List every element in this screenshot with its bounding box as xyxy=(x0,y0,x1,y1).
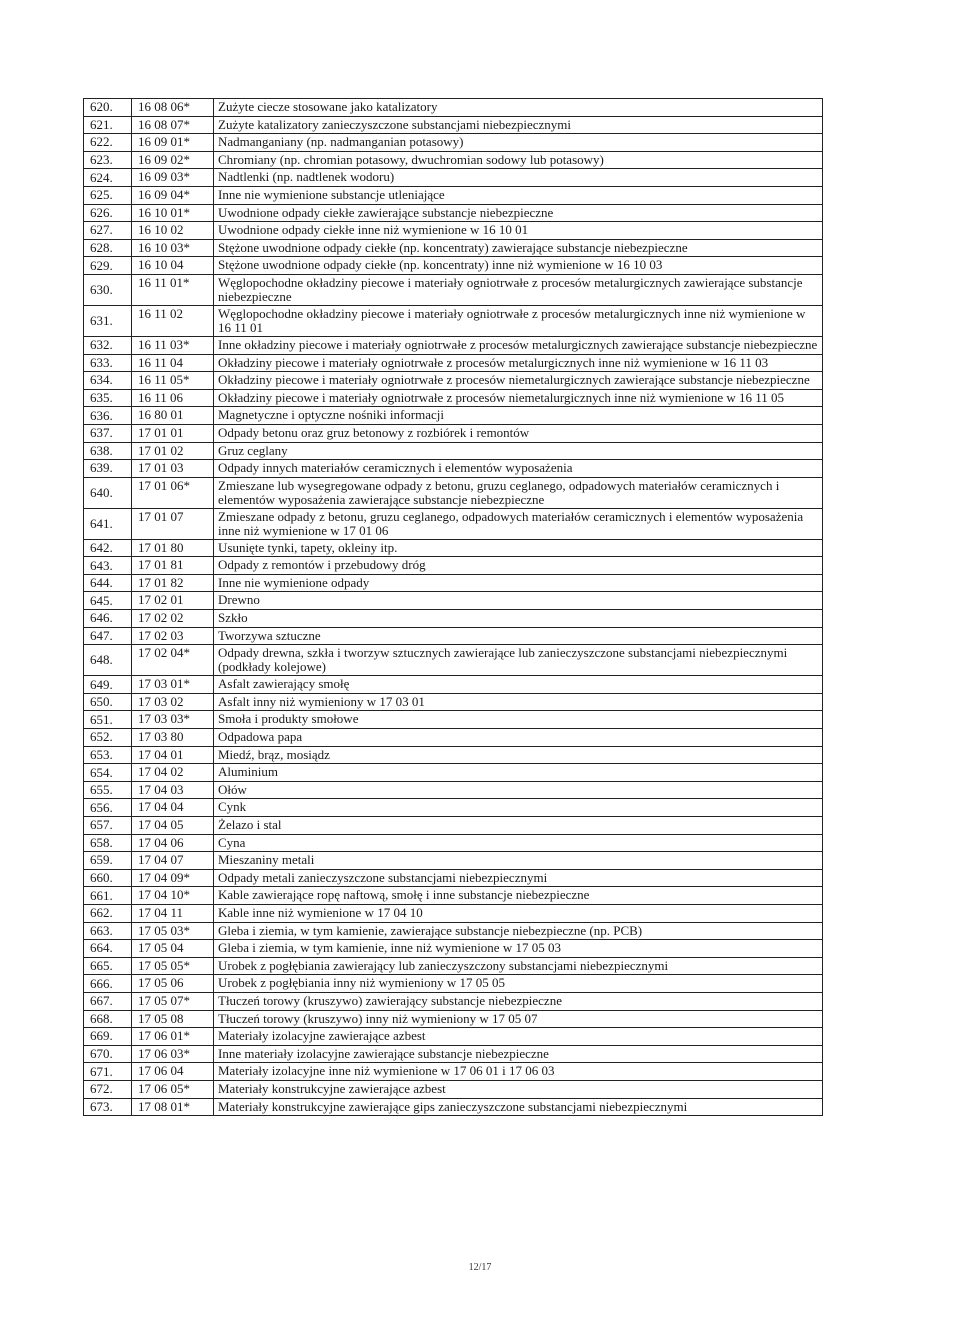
waste-description: Tłuczeń torowy (kruszywo) zawierający substancje niebezpieczne xyxy=(214,992,823,1010)
table-row xyxy=(84,610,823,628)
table-row xyxy=(84,992,823,1010)
row-number: 633. xyxy=(84,354,132,372)
table-row xyxy=(84,257,823,275)
table-row xyxy=(84,1098,823,1116)
row-number: 635. xyxy=(84,389,132,407)
waste-description: Miedź, brąz, mosiądz xyxy=(214,746,823,764)
waste-code: 16 10 04 xyxy=(132,257,214,275)
table-row xyxy=(84,274,823,305)
waste-description: Uwodnione odpady ciekłe zawierające substancje niebezpieczne xyxy=(214,204,823,222)
waste-code: 17 03 03* xyxy=(132,711,214,729)
table-row xyxy=(84,239,823,257)
row-number: 673. xyxy=(84,1098,132,1116)
waste-code: 17 05 08 xyxy=(132,1010,214,1028)
document-page xyxy=(83,98,823,1116)
waste-code: 17 01 02 xyxy=(132,442,214,460)
waste-description: Uwodnione odpady ciekłe inne niż wymienione w 16 10 01 xyxy=(214,222,823,240)
waste-description: Kable inne niż wymienione w 17 04 10 xyxy=(214,904,823,922)
waste-description: Urobek z pogłębiania inny niż wymieniony w 17 05 05 xyxy=(214,975,823,993)
waste-description: Gleba i ziemia, w tym kamienie, inne niż wymienione w 17 05 03 xyxy=(214,940,823,958)
waste-code: 17 02 04* xyxy=(132,645,214,676)
row-number: 646. xyxy=(84,610,132,628)
row-number: 653. xyxy=(84,746,132,764)
waste-description: Zużyte ciecze stosowane jako katalizatory xyxy=(214,99,823,117)
waste-description: Materiały izolacyjne zawierające azbest xyxy=(214,1028,823,1046)
waste-code: 17 05 06 xyxy=(132,975,214,993)
waste-code: 16 11 03* xyxy=(132,336,214,354)
table-row xyxy=(84,574,823,592)
waste-description: Odpady innych materiałów ceramicznych i elementów wyposażenia xyxy=(214,460,823,478)
waste-code: 16 09 01* xyxy=(132,134,214,152)
waste-description: Chromiany (np. chromian potasowy, dwuchromian sodowy lub potasowy) xyxy=(214,151,823,169)
waste-description: Okładziny piecowe i materiały ogniotrwałe z procesów niemetalurgicznych zawierające substancje niebezpieczne xyxy=(214,372,823,390)
row-number: 655. xyxy=(84,781,132,799)
table-row xyxy=(84,729,823,747)
row-number: 654. xyxy=(84,764,132,782)
waste-description: Drewno xyxy=(214,592,823,610)
waste-description: Gruz ceglany xyxy=(214,442,823,460)
row-number: 645. xyxy=(84,592,132,610)
waste-code: 17 04 11 xyxy=(132,904,214,922)
waste-description: Węglopochodne okładziny piecowe i materiały ogniotrwałe z procesów metalurgicznych zawierające substancje niebezpieczne xyxy=(214,274,823,305)
row-number: 637. xyxy=(84,424,132,442)
row-number: 625. xyxy=(84,186,132,204)
table-row xyxy=(84,852,823,870)
waste-description: Inne okładziny piecowe i materiały ogniotrwałe z procesów metalurgicznych zawierające substancje niebezpieczne xyxy=(214,336,823,354)
row-number: 661. xyxy=(84,887,132,905)
row-number: 662. xyxy=(84,904,132,922)
row-number: 634. xyxy=(84,372,132,390)
waste-description: Nadmanganiany (np. nadmanganian potasowy) xyxy=(214,134,823,152)
row-number: 628. xyxy=(84,239,132,257)
waste-description: Asfalt inny niż wymieniony w 17 03 01 xyxy=(214,693,823,711)
waste-code: 17 04 10* xyxy=(132,887,214,905)
waste-code: 16 11 04 xyxy=(132,354,214,372)
waste-catalog-table xyxy=(83,98,823,1116)
row-number: 656. xyxy=(84,799,132,817)
waste-code: 16 10 03* xyxy=(132,239,214,257)
row-number: 644. xyxy=(84,574,132,592)
waste-code: 17 03 80 xyxy=(132,729,214,747)
table-row xyxy=(84,645,823,676)
row-number: 651. xyxy=(84,711,132,729)
row-number: 650. xyxy=(84,693,132,711)
table-row xyxy=(84,764,823,782)
row-number: 640. xyxy=(84,477,132,508)
waste-code: 16 11 05* xyxy=(132,372,214,390)
table-row xyxy=(84,904,823,922)
waste-code: 16 09 02* xyxy=(132,151,214,169)
table-row xyxy=(84,305,823,336)
waste-description: Ołów xyxy=(214,781,823,799)
row-number: 666. xyxy=(84,975,132,993)
table-row xyxy=(84,557,823,575)
waste-code: 17 04 09* xyxy=(132,869,214,887)
table-row xyxy=(84,922,823,940)
row-number: 638. xyxy=(84,442,132,460)
waste-code: 17 03 01* xyxy=(132,676,214,694)
waste-description: Nadtlenki (np. nadtlenek wodoru) xyxy=(214,169,823,187)
waste-description: Usunięte tynki, tapety, okleiny itp. xyxy=(214,539,823,557)
waste-code: 17 04 03 xyxy=(132,781,214,799)
row-number: 621. xyxy=(84,116,132,134)
table-row xyxy=(84,834,823,852)
row-number: 639. xyxy=(84,460,132,478)
waste-code: 16 80 01 xyxy=(132,407,214,425)
row-number: 671. xyxy=(84,1063,132,1081)
table-row xyxy=(84,887,823,905)
row-number: 652. xyxy=(84,729,132,747)
waste-code: 16 11 06 xyxy=(132,389,214,407)
waste-code: 17 04 05 xyxy=(132,817,214,835)
table-row xyxy=(84,592,823,610)
row-number: 672. xyxy=(84,1080,132,1098)
row-number: 629. xyxy=(84,257,132,275)
table-row xyxy=(84,99,823,117)
waste-code: 17 01 80 xyxy=(132,539,214,557)
waste-code: 17 03 02 xyxy=(132,693,214,711)
waste-description: Odpady z remontów i przebudowy dróg xyxy=(214,557,823,575)
row-number: 636. xyxy=(84,407,132,425)
waste-code: 17 05 05* xyxy=(132,957,214,975)
waste-description: Asfalt zawierający smołę xyxy=(214,676,823,694)
waste-description: Stężone uwodnione odpady ciekłe (np. koncentraty) inne niż wymienione w 16 10 03 xyxy=(214,257,823,275)
waste-code: 16 08 06* xyxy=(132,99,214,117)
table-row xyxy=(84,204,823,222)
table-row xyxy=(84,151,823,169)
waste-description: Zmieszane odpady z betonu, gruzu ceglanego, odpadowych materiałów ceramicznych i elementów wyposażenia inne niż wymienione w 17 01 06 xyxy=(214,508,823,539)
waste-description: Materiały konstrukcyjne zawierające gips zanieczyszczone substancjami niebezpiecznymi xyxy=(214,1098,823,1116)
row-number: 669. xyxy=(84,1028,132,1046)
waste-code: 17 04 06 xyxy=(132,834,214,852)
table-row xyxy=(84,693,823,711)
waste-description: Odpadowa papa xyxy=(214,729,823,747)
waste-description: Odpady drewna, szkła i tworzyw sztucznych zawierające lub zanieczyszczone substancjami niebezpiecznymi (podkłady kolejowe) xyxy=(214,645,823,676)
waste-code: 16 08 07* xyxy=(132,116,214,134)
row-number: 667. xyxy=(84,992,132,1010)
waste-description: Gleba i ziemia, w tym kamienie, zawierające substancje niebezpieczne (np. PCB) xyxy=(214,922,823,940)
row-number: 658. xyxy=(84,834,132,852)
table-row xyxy=(84,134,823,152)
row-number: 649. xyxy=(84,676,132,694)
row-number: 631. xyxy=(84,305,132,336)
waste-description: Zużyte katalizatory zanieczyszczone substancjami niebezpiecznymi xyxy=(214,116,823,134)
table-row xyxy=(84,1045,823,1063)
table-row xyxy=(84,442,823,460)
row-number: 663. xyxy=(84,922,132,940)
waste-code: 17 06 01* xyxy=(132,1028,214,1046)
table-row xyxy=(84,407,823,425)
page-number: 12/17 xyxy=(468,1262,492,1273)
row-number: 630. xyxy=(84,274,132,305)
waste-description: Okładziny piecowe i materiały ogniotrwałe z procesów niemetalurgicznych inne niż wymienione w 16 11 05 xyxy=(214,389,823,407)
table-row xyxy=(84,389,823,407)
table-row xyxy=(84,817,823,835)
waste-description: Żelazo i stal xyxy=(214,817,823,835)
row-number: 665. xyxy=(84,957,132,975)
table-row xyxy=(84,799,823,817)
table-row xyxy=(84,539,823,557)
waste-code: 17 06 05* xyxy=(132,1080,214,1098)
waste-description: Stężone uwodnione odpady ciekłe (np. koncentraty) zawierające substancje niebezpieczne xyxy=(214,239,823,257)
waste-code: 17 02 01 xyxy=(132,592,214,610)
table-row xyxy=(84,354,823,372)
waste-description: Cyna xyxy=(214,834,823,852)
waste-description: Odpady betonu oraz gruz betonowy z rozbiórek i remontów xyxy=(214,424,823,442)
waste-code: 17 01 01 xyxy=(132,424,214,442)
row-number: 642. xyxy=(84,539,132,557)
waste-description: Odpady metali zanieczyszczone substancjami niebezpiecznymi xyxy=(214,869,823,887)
waste-description: Inne nie wymienione odpady xyxy=(214,574,823,592)
table-body xyxy=(84,99,823,1116)
row-number: 648. xyxy=(84,645,132,676)
row-number: 623. xyxy=(84,151,132,169)
waste-description: Materiały konstrukcyjne zawierające azbest xyxy=(214,1080,823,1098)
table-row xyxy=(84,975,823,993)
table-row xyxy=(84,1063,823,1081)
table-row xyxy=(84,957,823,975)
waste-code: 16 10 01* xyxy=(132,204,214,222)
waste-description: Okładziny piecowe i materiały ogniotrwałe z procesów metalurgicznych inne niż wymienione w 16 11 03 xyxy=(214,354,823,372)
waste-code: 17 06 03* xyxy=(132,1045,214,1063)
row-number: 620. xyxy=(84,99,132,117)
waste-description: Magnetyczne i optyczne nośniki informacji xyxy=(214,407,823,425)
table-row xyxy=(84,169,823,187)
table-row xyxy=(84,746,823,764)
table-row xyxy=(84,676,823,694)
row-number: 660. xyxy=(84,869,132,887)
table-row xyxy=(84,940,823,958)
waste-description: Szkło xyxy=(214,610,823,628)
row-number: 641. xyxy=(84,508,132,539)
waste-code: 16 09 04* xyxy=(132,186,214,204)
table-row xyxy=(84,424,823,442)
table-row xyxy=(84,1080,823,1098)
waste-code: 17 04 07 xyxy=(132,852,214,870)
waste-code: 17 01 07 xyxy=(132,508,214,539)
waste-code: 17 08 01* xyxy=(132,1098,214,1116)
table-row xyxy=(84,781,823,799)
table-row xyxy=(84,336,823,354)
waste-code: 17 02 02 xyxy=(132,610,214,628)
waste-code: 17 02 03 xyxy=(132,627,214,645)
waste-code: 17 05 04 xyxy=(132,940,214,958)
row-number: 670. xyxy=(84,1045,132,1063)
table-row xyxy=(84,186,823,204)
waste-description: Kable zawierające ropę naftową, smołę i inne substancje niebezpieczne xyxy=(214,887,823,905)
waste-code: 16 10 02 xyxy=(132,222,214,240)
waste-description: Tłuczeń torowy (kruszywo) inny niż wymieniony w 17 05 07 xyxy=(214,1010,823,1028)
row-number: 657. xyxy=(84,817,132,835)
waste-code: 16 11 01* xyxy=(132,274,214,305)
table-row xyxy=(84,869,823,887)
row-number: 624. xyxy=(84,169,132,187)
table-row xyxy=(84,508,823,539)
table-row xyxy=(84,1028,823,1046)
table-row xyxy=(84,627,823,645)
waste-description: Cynk xyxy=(214,799,823,817)
row-number: 626. xyxy=(84,204,132,222)
row-number: 622. xyxy=(84,134,132,152)
table-row xyxy=(84,1010,823,1028)
row-number: 659. xyxy=(84,852,132,870)
waste-description: Urobek z pogłębiania zawierający lub zanieczyszczony substancjami niebezpiecznymi xyxy=(214,957,823,975)
row-number: 627. xyxy=(84,222,132,240)
waste-code: 16 09 03* xyxy=(132,169,214,187)
waste-description: Materiały izolacyjne inne niż wymienione w 17 06 01 i 17 06 03 xyxy=(214,1063,823,1081)
waste-description: Tworzywa sztuczne xyxy=(214,627,823,645)
row-number: 643. xyxy=(84,557,132,575)
waste-description: Mieszaniny metali xyxy=(214,852,823,870)
waste-description: Inne materiały izolacyjne zawierające substancje niebezpieczne xyxy=(214,1045,823,1063)
waste-description: Aluminium xyxy=(214,764,823,782)
table-row xyxy=(84,372,823,390)
waste-code: 17 01 81 xyxy=(132,557,214,575)
waste-code: 17 04 01 xyxy=(132,746,214,764)
table-row xyxy=(84,460,823,478)
waste-description: Zmieszane lub wysegregowane odpady z betonu, gruzu ceglanego, odpadowych materiałów ceramicznych i elementów wyposażenia zawierające substancje niebezpieczne xyxy=(214,477,823,508)
table-row xyxy=(84,711,823,729)
table-row xyxy=(84,116,823,134)
row-number: 647. xyxy=(84,627,132,645)
waste-description: Inne nie wymienione substancje utleniające xyxy=(214,186,823,204)
waste-code: 17 06 04 xyxy=(132,1063,214,1081)
waste-description: Smoła i produkty smołowe xyxy=(214,711,823,729)
waste-code: 17 01 82 xyxy=(132,574,214,592)
waste-code: 17 01 03 xyxy=(132,460,214,478)
row-number: 668. xyxy=(84,1010,132,1028)
waste-code: 17 01 06* xyxy=(132,477,214,508)
table-row xyxy=(84,222,823,240)
table-row xyxy=(84,477,823,508)
row-number: 664. xyxy=(84,940,132,958)
waste-code: 17 05 07* xyxy=(132,992,214,1010)
waste-code: 17 04 02 xyxy=(132,764,214,782)
waste-description: Węglopochodne okładziny piecowe i materiały ogniotrwałe z procesów metalurgicznych inne niż wymienione w 16 11 01 xyxy=(214,305,823,336)
waste-code: 16 11 02 xyxy=(132,305,214,336)
waste-code: 17 05 03* xyxy=(132,922,214,940)
waste-code: 17 04 04 xyxy=(132,799,214,817)
row-number: 632. xyxy=(84,336,132,354)
